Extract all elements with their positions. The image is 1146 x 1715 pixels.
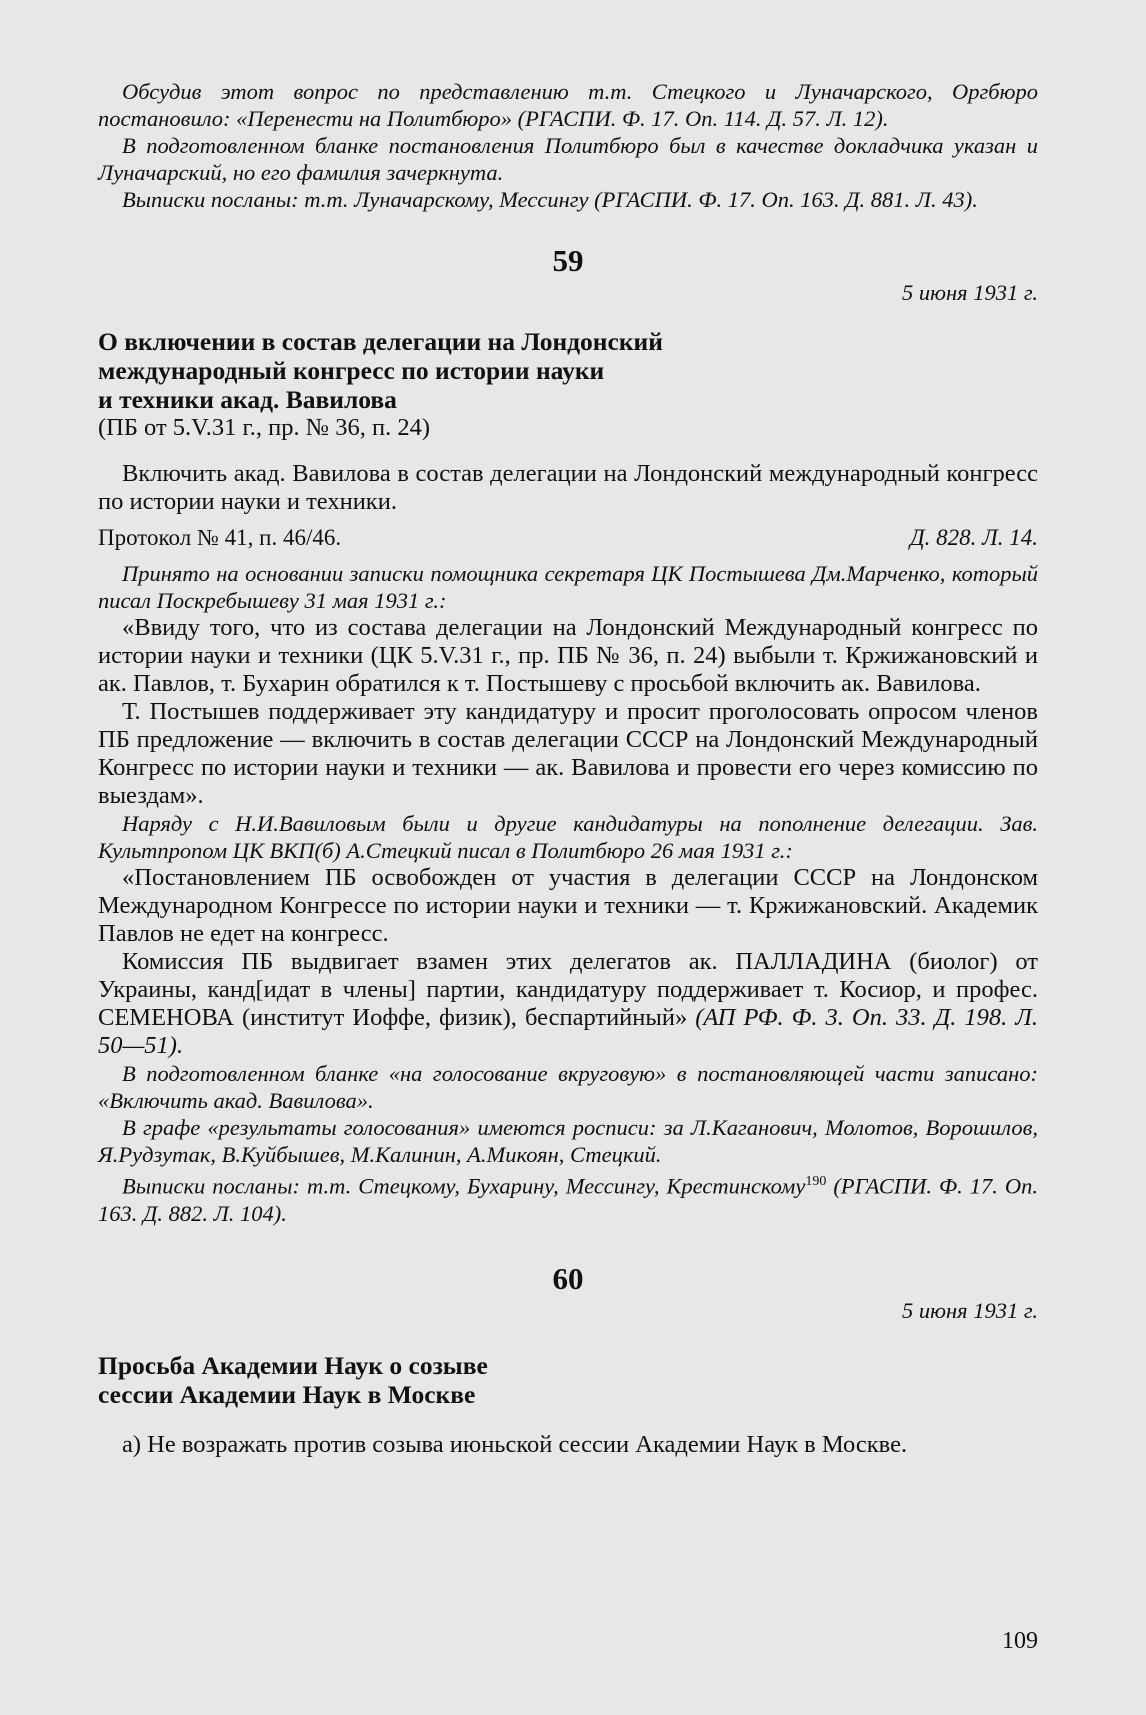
note-paragraph: В подготовленном бланке постановления Политбюро был в качестве докладчика указан и Луначарский, но его фамилия зачеркнута. [98,133,1038,185]
document-date: 5 июня 1931 г. [902,1297,1038,1323]
document-title-line: О включении в состав делегации на Лондонский [98,327,663,356]
quote-source: (АП РФ. Ф. 3. Оп. 33. Д. 198. Л. 50—51). [98,1004,1039,1059]
quote-paragraph: «Ввиду того, что из состава делегации на Лондонский Международный конгресс по истории науки и техники (ЦК 5.V.31 г., пр. ПБ № 36, п. 24) выбыли т. Кржижановский и ак. Павлов, т. Бухарин обратился к т. Постышеву с просьбой включить ак. Вавилова. [98,614,1038,697]
archive-reference: Д. 828. Л. 14. [910,525,1038,550]
note-paragraph: В подготовленном бланке «на голосование вкруговую» в постановляющей части записано: «Включить акад. Вавилова». [98,1061,1038,1113]
quote-paragraph: Т. Постышев поддерживает эту кандидатуру и просит проголосовать опросом членов ПБ предложение — включить в состав делегации СССР на Лондонский Международный Конгресс по истории науки и техники — ак. Вавилова и провести его через комиссию по выездам». [98,698,1038,809]
note-paragraph: В графе «результаты голосования» имеются росписи: за Л.Каганович, Молотов, Ворошилов, Я.Рудзутак, В.Куйбышев, М.Калинин, А.Микоян, Стецкий. [98,1115,1038,1167]
note-text: (РГАСПИ. Ф. 17. Оп. 163. Д. 882. Л. 104). [98,1173,1038,1226]
note-paragraph: Наряду с Н.И.Вавиловым были и другие кандидатуры на пополнение делегации. Зав. Культпропом ЦК ВКП(б) А.Стецкий писал в Политбюро 26 мая 1931 г.: [98,811,1038,863]
document-number: 59 [552,243,584,278]
note-text: Выписки посланы: т.т. Стецкому, Бухарину, Мессингу, Крестинскому [122,1173,806,1199]
document-title-line: и техники акад. Вавилова [98,385,397,414]
document-date: 5 июня 1931 г. [902,280,1038,305]
resolution-text: а) Не возражать против созыва июньской сессии Академии Наук в Москве. [122,1430,908,1458]
resolution-text: Включить акад. Вавилова в состав делегации на Лондонский международный конгресс по истории науки и техники. [98,460,1038,515]
document-reference: (ПБ от 5.V.31 г., пр. № 36, п. 24) [98,414,431,441]
document-title-line: сессии Академии Наук в Москве [98,1379,476,1409]
note-paragraph: Выписки посланы: т.т. Луначарскому, Мессингу (РГАСПИ. Ф. 17. Оп. 163. Д. 881. Л. 43). [122,187,978,212]
document-title-line: международный конгресс по истории науки [98,356,605,385]
quote-text: Комиссия ПБ выдвигает взамен этих делегатов ак. ПАЛЛАДИНА (биолог) от Украины, канд[идат в члены] партии, кандидатуру поддерживает т. Косиор, и профес. СЕМЕНОВА (институт Иоффе, физик), беспартийный» [98,948,1038,1031]
page-content [98,78,1038,1459]
document-title-line: Просьба Академии Наук о созыве [98,1350,488,1380]
quote-paragraph [98,948,1038,1060]
page-number: 109 [1002,1628,1038,1654]
quote-paragraph: «Постановлением ПБ освобожден от участия в делегации СССР на Лондонском Международном Конгрессе по истории науки и техники — т. Кржижановский. Академик Павлов не едет на конгресс. [98,864,1038,947]
protocol-number: Протокол № 41, п. 46/46. [98,525,342,550]
document-number: 60 [552,1260,584,1296]
note-paragraph: Обсудив этот вопрос по представлению т.т. Стецкого и Луначарского, Оргбюро постановило: «Перенести на Политбюро» (РГАСПИ. Ф. 17. Оп. 114. Д. 57. Л. 12). [98,79,1038,131]
note-paragraph: Принято на основании записки помощника секретаря ЦК Постышева Дм.Марченко, который писал Поскребышеву 31 мая 1931 г.: [98,561,1038,613]
footnote-marker: 190 [805,1174,827,1189]
note-paragraph [98,1168,1038,1227]
protocol-line [98,524,1038,552]
